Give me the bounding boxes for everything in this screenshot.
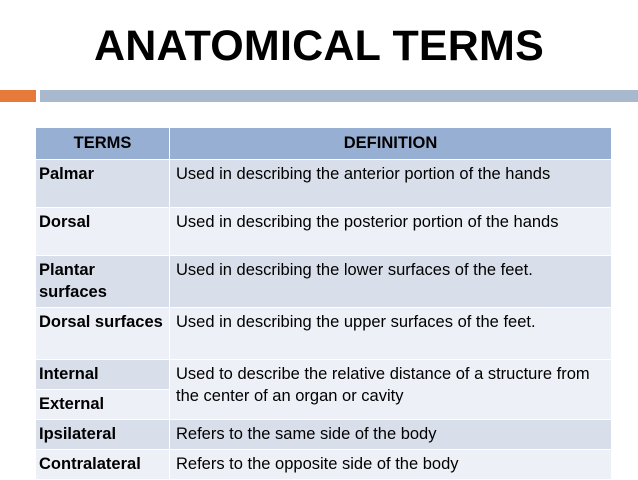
slide-title: ANATOMICAL TERMS: [94, 22, 544, 70]
definition-cell: Used in describing the anterior portion of the hands: [170, 160, 612, 208]
term-cell: Ipsilateral: [36, 420, 170, 450]
header-terms: TERMS: [36, 128, 170, 160]
term-cell: Plantar surfaces: [36, 256, 170, 308]
term-cell: Internal: [36, 360, 170, 390]
table-row: [36, 420, 612, 450]
table-row: [36, 450, 612, 480]
table-row: [36, 256, 612, 308]
definition-cell: Used to describe the relative distance of a structure from the center of an organ or cavity: [170, 360, 612, 420]
term-cell: Dorsal: [36, 208, 170, 256]
definition-cell: Refers to the same side of the body: [170, 420, 612, 450]
table-header-row: [36, 128, 612, 160]
definition-cell: Used in describing the lower surfaces of the feet.: [170, 256, 612, 308]
accent-bar-blue: [40, 90, 638, 102]
terms-table: [35, 127, 612, 480]
term-cell: Dorsal surfaces: [36, 308, 170, 360]
header-definition: DEFINITION: [170, 128, 612, 160]
term-cell: External: [36, 390, 170, 420]
table-row: [36, 208, 612, 256]
table-row: [36, 308, 612, 360]
term-cell: Contralateral: [36, 450, 170, 480]
table-row: [36, 160, 612, 208]
definition-cell: Refers to the opposite side of the body: [170, 450, 612, 480]
term-cell: Palmar: [36, 160, 170, 208]
table-row: [36, 360, 612, 390]
definition-cell: Used in describing the posterior portion of the hands: [170, 208, 612, 256]
accent-bar-orange: [0, 90, 36, 102]
definition-cell: Used in describing the upper surfaces of the feet.: [170, 308, 612, 360]
